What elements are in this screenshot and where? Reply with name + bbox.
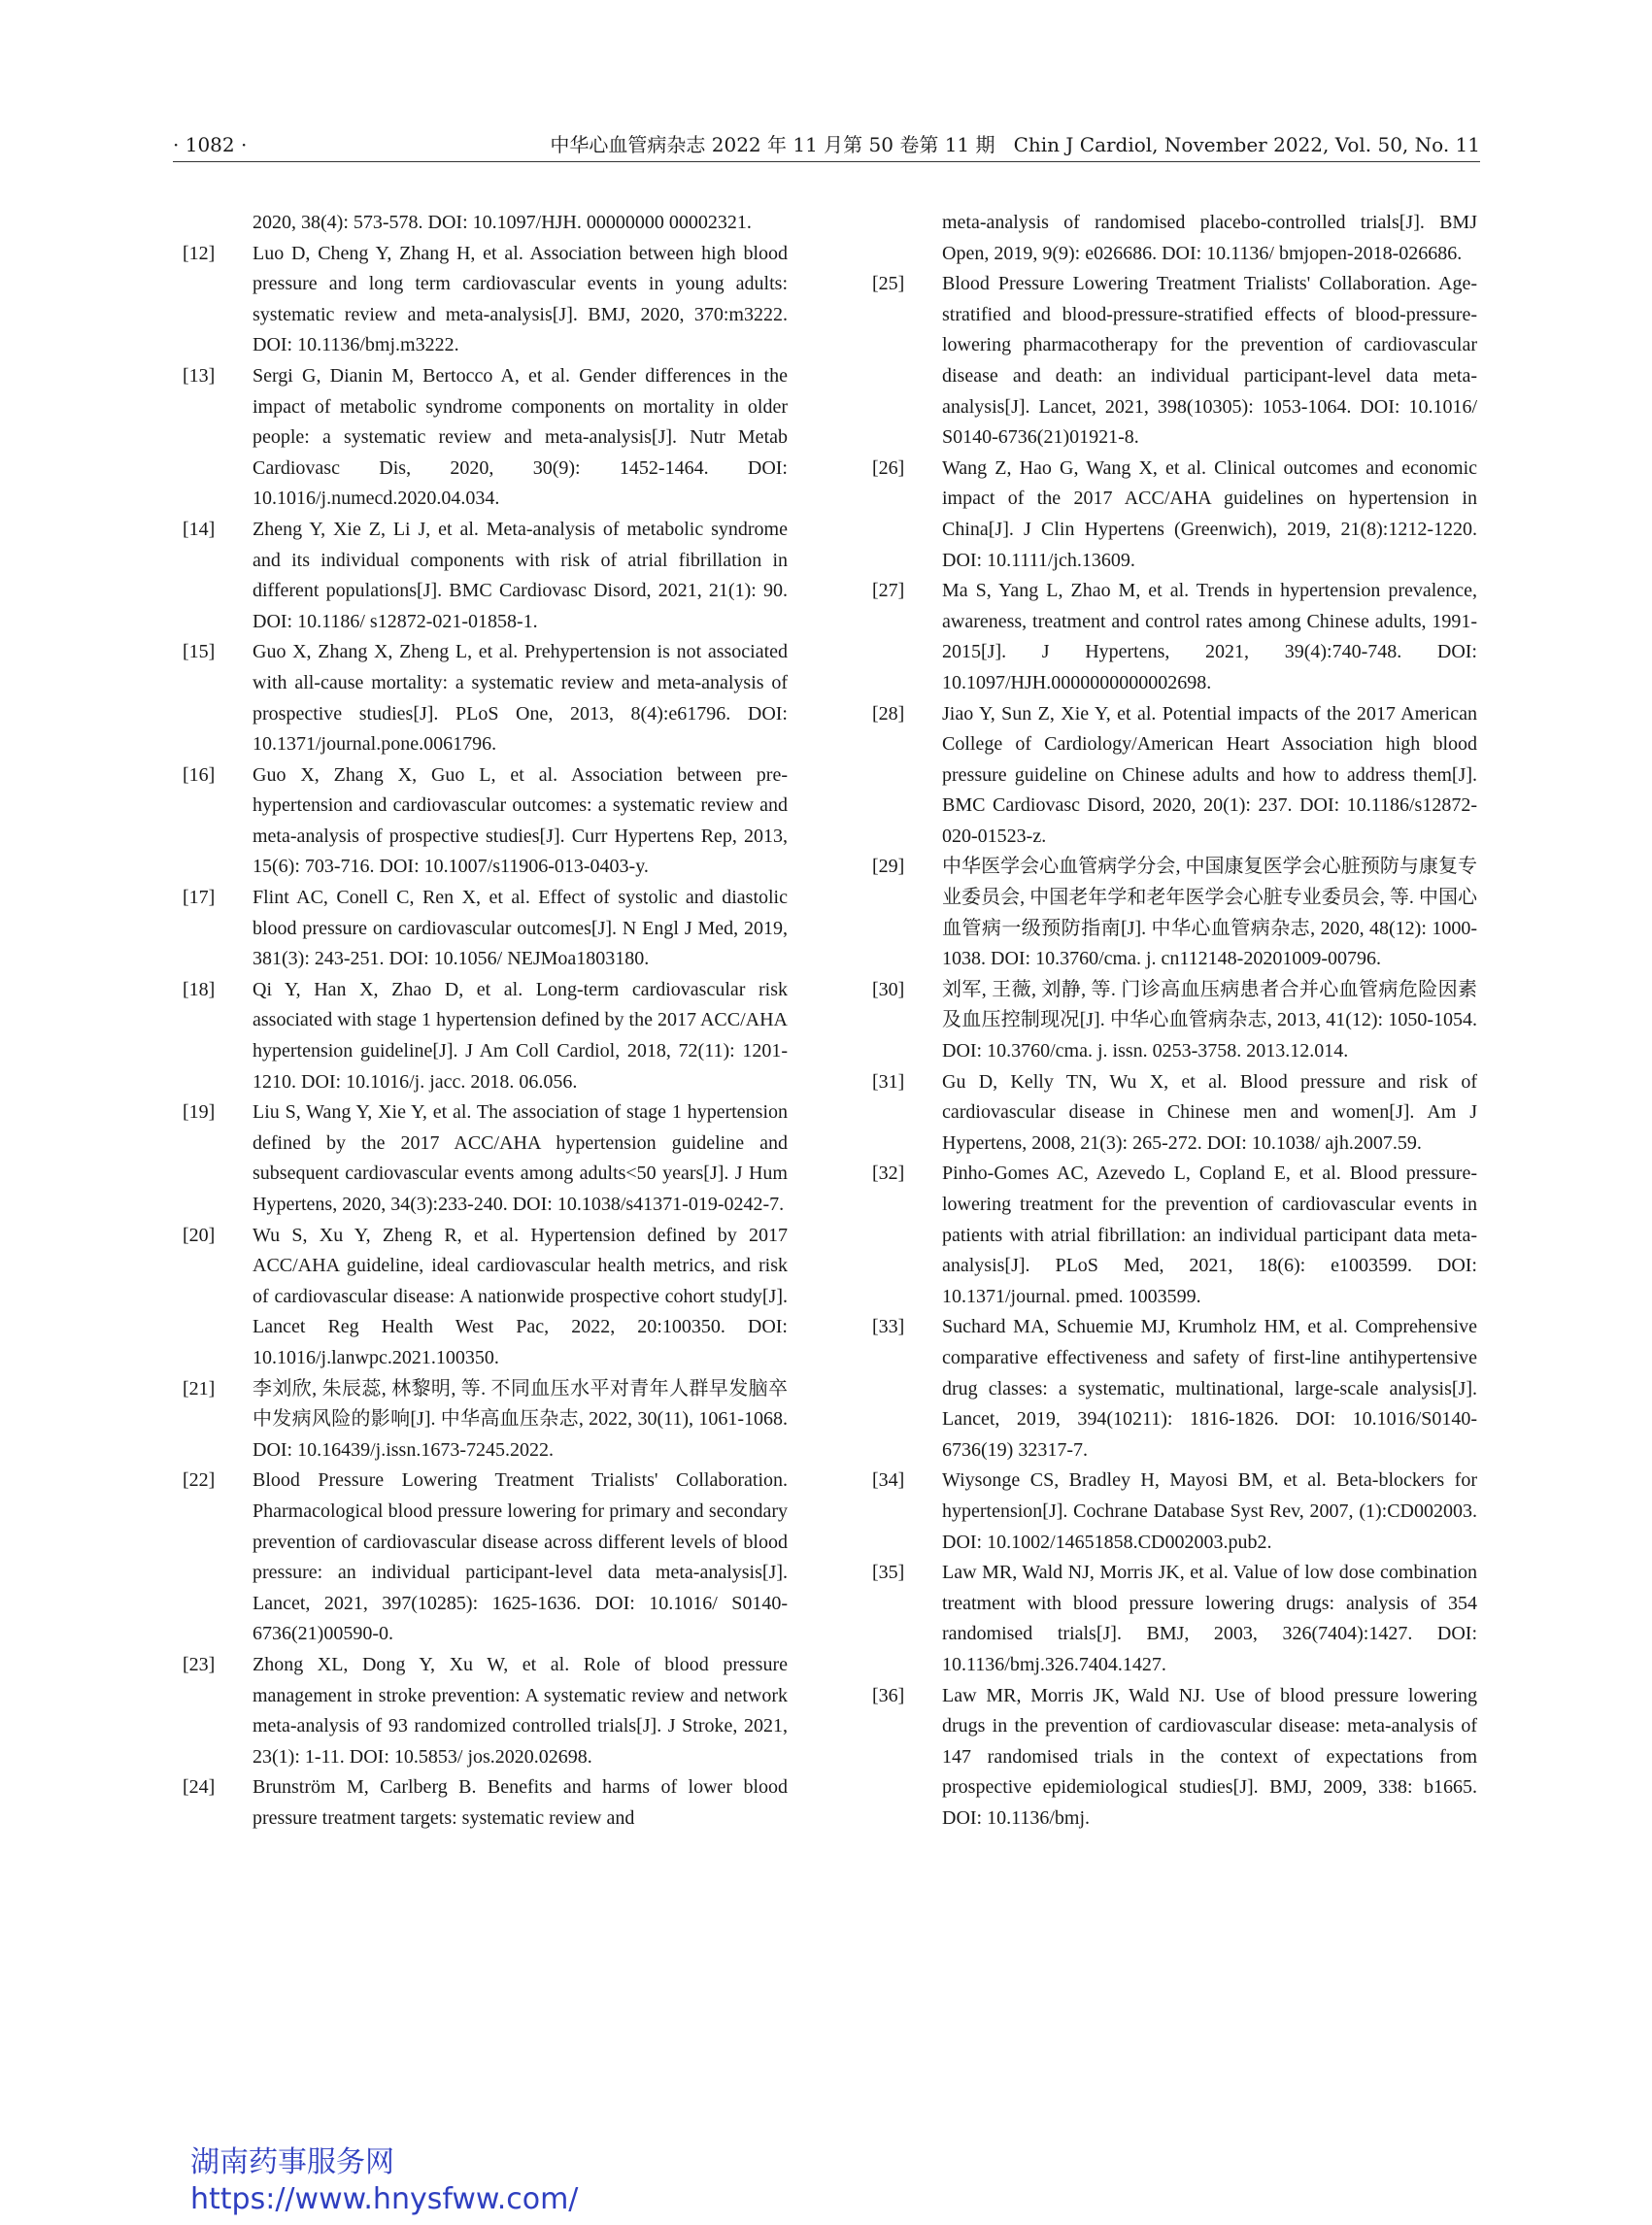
reference-number: [25] (872, 273, 905, 295)
reference-number: [21] (183, 1377, 216, 1399)
reference-text: Blood Pressure Lowering Treatment Trialists' Collaboration. Pharmacological blood pressure lowering for primary and secondary prevention of cardiovascular disease across different levels of blood pressure: an individual participant-level data meta-analysis[J]. Lancet, 2021, 397(10285): 1625-1636. DOI: 10.1016/ S0140-6736(21)00590-0. (253, 1469, 788, 1645)
reference-item (872, 454, 1477, 576)
reference-text: Pinho-Gomes AC, Azevedo L, Copland E, et al. Blood pressure-lowering treatment for the prevention of cardiovascular events in patients with atrial fibrillation: an individual participant data meta-analysis[J]. PLoS Med, 2021, 18(6): e1003599. DOI: 10.1371/journal. pmed. 1003599. (942, 1163, 1477, 1307)
reference-number: [29] (872, 856, 905, 878)
reference-item (872, 699, 1477, 853)
reference-text: Blood Pressure Lowering Treatment Trialists' Collaboration. Age-stratified and blood-pressure-stratified effects of blood-pressure-lowering pharmacotherapy for the prevention of cardiovascular disease and death: an individual participant-level data meta-analysis[J]. Lancet, 2021, 398(10305): 1053-1064. DOI: 10.1016/ S0140-6736(21)01921-8. (942, 273, 1477, 449)
reference-number: [23] (183, 1653, 216, 1675)
reference-item (872, 975, 1477, 1067)
reference-number: [36] (872, 1684, 905, 1706)
reference-continuation: 2020, 38(4): 573-578. DOI: 10.1097/HJH. 00000000 00002321. (253, 212, 752, 233)
reference-item (872, 1067, 1477, 1160)
reference-number: [28] (872, 702, 905, 725)
reference-number: [16] (183, 763, 216, 786)
reference-item (872, 1159, 1477, 1312)
reference-item (183, 361, 788, 515)
reference-text: Sergi G, Dianin M, Bertocco A, et al. Gender differences in the impact of metabolic syndrome components on mortality in older people: a systematic review and meta-analysis[J]. Nutr Metab Cardiovasc Dis, 2020, 30(9): 1452-1464. DOI: 10.1016/j.numecd.2020.04.034. (253, 364, 788, 510)
reference-item (183, 883, 788, 975)
reference-item (872, 852, 1477, 974)
reference-text: Flint AC, Conell C, Ren X, et al. Effect of systolic and diastolic blood pressure on cardiovascular outcomes[J]. N Engl J Med, 2019, 381(3): 243-251. DOI: 10.1056/ NEJMoa1803180. (253, 887, 788, 970)
reference-number: [13] (183, 364, 216, 387)
reference-number: [22] (183, 1469, 216, 1492)
reference-text: 刘军, 王薇, 刘静, 等. 门诊高血压病患者合并心血管病危险因素及血压控制现况[J]. 中华心血管病杂志, 2013, 41(12): 1050-1054. DOI: 10.3760/cma. j. issn. 0253-3758. 2013.12.014. (942, 978, 1477, 1062)
reference-number: [12] (183, 242, 216, 264)
reference-text: Zheng Y, Xie Z, Li J, et al. Meta-analysis of metabolic syndrome and its individual components with risk of atrial fibrillation in different populations[J]. BMC Cardiovasc Disord, 2021, 21(1): 90. DOI: 10.1186/ s12872-021-01858-1. (253, 518, 788, 632)
reference-item (872, 1681, 1477, 1835)
reference-text: Ma S, Yang L, Zhao M, et al. Trends in hypertension prevalence, awareness, treatment and control rates among Chinese adults, 1991-2015[J]. J Hypertens, 2021, 39(4):740-748. DOI: 10.1097/HJH.0000000000002698. (942, 580, 1477, 693)
reference-text: Gu D, Kelly TN, Wu X, et al. Blood pressure and risk of cardiovascular disease in Chinese men and women[J]. Am J Hypertens, 2008, 21(3): 265-272. DOI: 10.1038/ ajh.2007.59. (942, 1070, 1477, 1154)
left-column (183, 208, 788, 1834)
reference-item (183, 1221, 788, 1374)
reference-list-right (872, 269, 1477, 1834)
reference-number: [34] (872, 1469, 905, 1492)
reference-number: [18] (183, 978, 216, 1000)
reference-number: [33] (872, 1316, 905, 1338)
reference-text: Wu S, Xu Y, Zheng R, et al. Hypertension defined by 2017 ACC/AHA guideline, ideal cardiovascular health metrics, and risk of cardiovascular disease: A nationwide prospective cohort study[J]. Lancet Reg Health West Pac, 2022, 20:100350. DOI: 10.1016/j.lanwpc.2021.100350. (253, 1224, 788, 1368)
reference-number: [27] (872, 580, 905, 602)
reference-text: 中华医学会心血管病学分会, 中国康复医学会心脏预防与康复专业委员会, 中国老年学和老年医学会心脏专业委员会, 等. 中国心血管病一级预防指南[J]. 中华心血管病杂志, 2020, 48(12): 1000-1038. DOI: 10.3760/cma. j. cn112148-20201009-00796. (942, 856, 1477, 970)
reference-text: Suchard MA, Schuemie MJ, Krumholz HM, et al. Comprehensive comparative effectiveness and safety of first-line antihypertensive drug classes: a systematic, multinational, large-scale analysis[J]. Lancet, 2019, 394(10211): 1816-1826. DOI: 10.1016/S0140-6736(19) 32317-7. (942, 1316, 1477, 1461)
reference-item (183, 239, 788, 361)
reference-number: [17] (183, 887, 216, 909)
reference-text: Luo D, Cheng Y, Zhang H, et al. Association between high blood pressure and long term cardiovascular events in young adults: systematic review and meta-analysis[J]. BMJ, 2020, 370:m3222. DOI: 10.1136/bmj.m3222. (253, 242, 788, 356)
reference-item (183, 1650, 788, 1772)
reference-text: Brunström M, Carlberg B. Benefits and harms of lower blood pressure treatment targets: systematic review and (253, 1776, 788, 1829)
reference-number: [31] (872, 1070, 905, 1093)
reference-number: [30] (872, 978, 905, 1000)
reference-item (872, 1312, 1477, 1466)
reference-item (183, 637, 788, 759)
reference-item (183, 1097, 788, 1220)
reference-text: Guo X, Zhang X, Zheng L, et al. Prehypertension is not associated with all-cause mortality: a systematic review and meta-analysis of prospective studies[J]. PLoS One, 2013, 8(4):e61796. DOI: 10.1371/journal.pone.0061796. (253, 641, 788, 756)
reference-text: Wang Z, Hao G, Wang X, et al. Clinical outcomes and economic impact of the 2017 ACC/AHA guidelines on hypertension in China[J]. J Clin Hypertens (Greenwich), 2019, 21(8):1212-1220. DOI: 10.1111/jch.13609. (942, 456, 1477, 571)
reference-number: [32] (872, 1163, 905, 1185)
reference-number: [24] (183, 1776, 216, 1799)
page-number: · 1082 · (173, 133, 248, 156)
reference-number: [35] (872, 1562, 905, 1584)
reference-number: [14] (183, 518, 216, 540)
reference-number: [20] (183, 1224, 216, 1246)
reference-number: [15] (183, 641, 216, 663)
reference-text: Qi Y, Han X, Zhao D, et al. Long-term cardiovascular risk associated with stage 1 hypertension defined by the 2017 ACC/AHA hypertension guideline[J]. J Am Coll Cardiol, 2018, 72(11): 1201-1210. DOI: 10.1016/j. jacc. 2018. 06.056. (253, 978, 788, 1093)
reference-item (872, 269, 1477, 454)
reference-item (183, 1466, 788, 1650)
reference-text: Jiao Y, Sun Z, Xie Y, et al. Potential impacts of the 2017 American College of Cardiology/American Heart Association high blood pressure guideline on Chinese adults and how to address them[J]. BMC Cardiovasc Disord, 2020, 20(1): 237. DOI: 10.1186/s12872- 020-01523-z. (942, 702, 1477, 847)
reference-item (183, 975, 788, 1097)
running-header (173, 128, 1480, 162)
reference-item (872, 576, 1477, 698)
watermark-footer (190, 2144, 578, 2218)
reference-item (183, 515, 788, 637)
reference-item (183, 1374, 788, 1466)
site-name: 湖南药事服务网 (190, 2145, 394, 2179)
reference-text: Liu S, Wang Y, Xie Y, et al. The association of stage 1 hypertension defined by the 2017 ACC/AHA hypertension guideline and subsequent cardiovascular events among adults<50 years[J]. J Hum Hypertens, 2020, 34(3):233-240. DOI: 10.1038/s41371-019-0242-7. (253, 1101, 788, 1215)
reference-item (872, 1466, 1477, 1558)
reference-number: [19] (183, 1101, 216, 1124)
reference-text: Law MR, Wald NJ, Morris JK, et al. Value of low dose combination treatment with blood pressure lowering drugs: analysis of 354 randomised trials[J]. BMJ, 2003, 326(7404):1427. DOI: 10.1136/bmj.326.7404.1427. (942, 1562, 1477, 1675)
reference-text: 李刘欣, 朱辰蕊, 林黎明, 等. 不同血压水平对青年人群早发脑卒中发病风险的影响[J]. 中华高血压杂志, 2022, 30(11), 1061-1068. DOI: 10.16439/j.issn.1673-7245.2022. (253, 1377, 788, 1461)
reference-text: Zhong XL, Dong Y, Xu W, et al. Role of blood pressure management in stroke prevention: A systematic review and network meta-analysis of 93 randomized controlled trials[J]. J Stroke, 2021, 23(1): 1-11. DOI: 10.5853/ jos.2020.02698. (253, 1653, 788, 1768)
reference-number: [26] (872, 456, 905, 479)
reference-text: Guo X, Zhang X, Guo L, et al. Association between pre-hypertension and cardiovascular outcomes: a systematic review and meta-analysis of prospective studies[J]. Curr Hypertens Rep, 2013, 15(6): 703-716. DOI: 10.1007/s11906-013-0403-y. (253, 763, 788, 878)
reference-item (183, 1772, 788, 1834)
journal-info: 中华心血管病杂志 2022 年 11 月第 50 卷第 11 期 Chin J Cardiol, November 2022, Vol. 50, No. 11 (550, 133, 1480, 156)
site-link[interactable]: https://www.hnysfww.com/ (190, 2182, 579, 2216)
right-column (872, 208, 1477, 1834)
reference-item (183, 760, 788, 883)
reference-continuation: meta-analysis of randomised placebo-controlled trials[J]. BMJ Open, 2019, 9(9): e026686. DOI: 10.1136/ bmjopen-2018-026686. (942, 212, 1477, 264)
reference-text: Wiysonge CS, Bradley H, Mayosi BM, et al. Beta-blockers for hypertension[J]. Cochrane Database Syst Rev, 2007, (1):CD002003. DOI: 10.1002/14651858.CD002003.pub2. (942, 1469, 1477, 1553)
reference-text: Law MR, Morris JK, Wald NJ. Use of blood pressure lowering drugs in the prevention of cardiovascular disease: meta-analysis of 147 randomised trials in the context of expectations from prospective epidemiological studies[J]. BMJ, 2009, 338: b1665. DOI: 10.1136/bmj. (942, 1684, 1477, 1829)
reference-item (872, 1558, 1477, 1680)
reference-list-left (183, 239, 788, 1835)
